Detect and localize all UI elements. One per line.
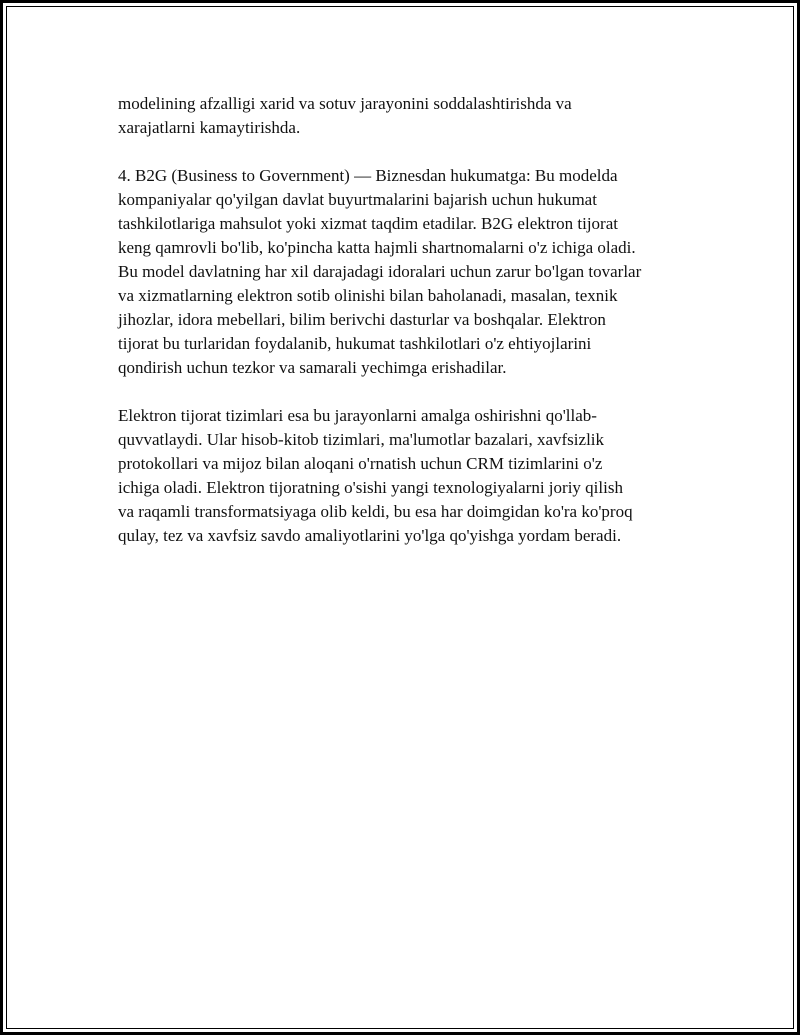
text-line: modelining afzalligi xarid va sotuv jarayonini soddalashtirishda va	[118, 94, 572, 113]
text-line: qulay, tez va xavfsiz savdo amaliyotlarini yo'lga qo'yishga yordam beradi.	[118, 526, 622, 545]
text-line: tashkilotlariga mahsulot yoki xizmat taqdim etadilar. B2G elektron tijorat	[118, 214, 618, 233]
text-line: kompaniyalar qo'yilgan davlat buyurtmalarini bajarish uchun hukumat	[118, 190, 597, 209]
paragraph-3	[118, 404, 698, 548]
text-line: Elektron tijorat tizimlari esa bu jarayonlarni amalga oshirishni qo'llab-	[118, 406, 597, 425]
text-line: xarajatlarni kamaytirishda.	[118, 118, 301, 137]
document-body	[118, 92, 698, 572]
text-line: va raqamli transformatsiyaga olib keldi, bu esa har doimgidan ko'ra ko'proq	[118, 502, 633, 521]
text-line: tijorat bu turlaridan foydalanib, hukumat tashkilotlari o'z ehtiyojlarini	[118, 334, 592, 353]
text-line: jihozlar, idora mebellari, bilim berivchi dasturlar va boshqalar. Elektron	[118, 310, 606, 329]
text-line: Bu model davlatning har xil darajadagi idoralari uchun zarur bo'lgan tovarlar	[118, 262, 642, 281]
text-line: quvvatlaydi. Ular hisob-kitob tizimlari, ma'lumotlar bazalari, xavfsizlik	[118, 430, 605, 449]
paragraph-2	[118, 164, 698, 380]
text-line: protokollari va mijoz bilan aloqani o'rnatish uchun CRM tizimlarini o'z	[118, 454, 603, 473]
text-line: va xizmatlarning elektron sotib olinishi bilan baholanadi, masalan, texnik	[118, 286, 618, 305]
text-line: ichiga oladi. Elektron tijoratning o'sishi yangi texnologiyalarni joriy qilish	[118, 478, 623, 497]
text-line: qondirish uchun tezkor va samarali yechimga erishadilar.	[118, 358, 507, 377]
paragraph-1	[118, 92, 698, 140]
text-line: 4. B2G (Business to Government) — Biznesdan hukumatga: Bu modelda	[118, 166, 618, 185]
text-line: keng qamrovli bo'lib, ko'pincha katta hajmli shartnomalarni o'z ichiga oladi.	[118, 238, 636, 257]
